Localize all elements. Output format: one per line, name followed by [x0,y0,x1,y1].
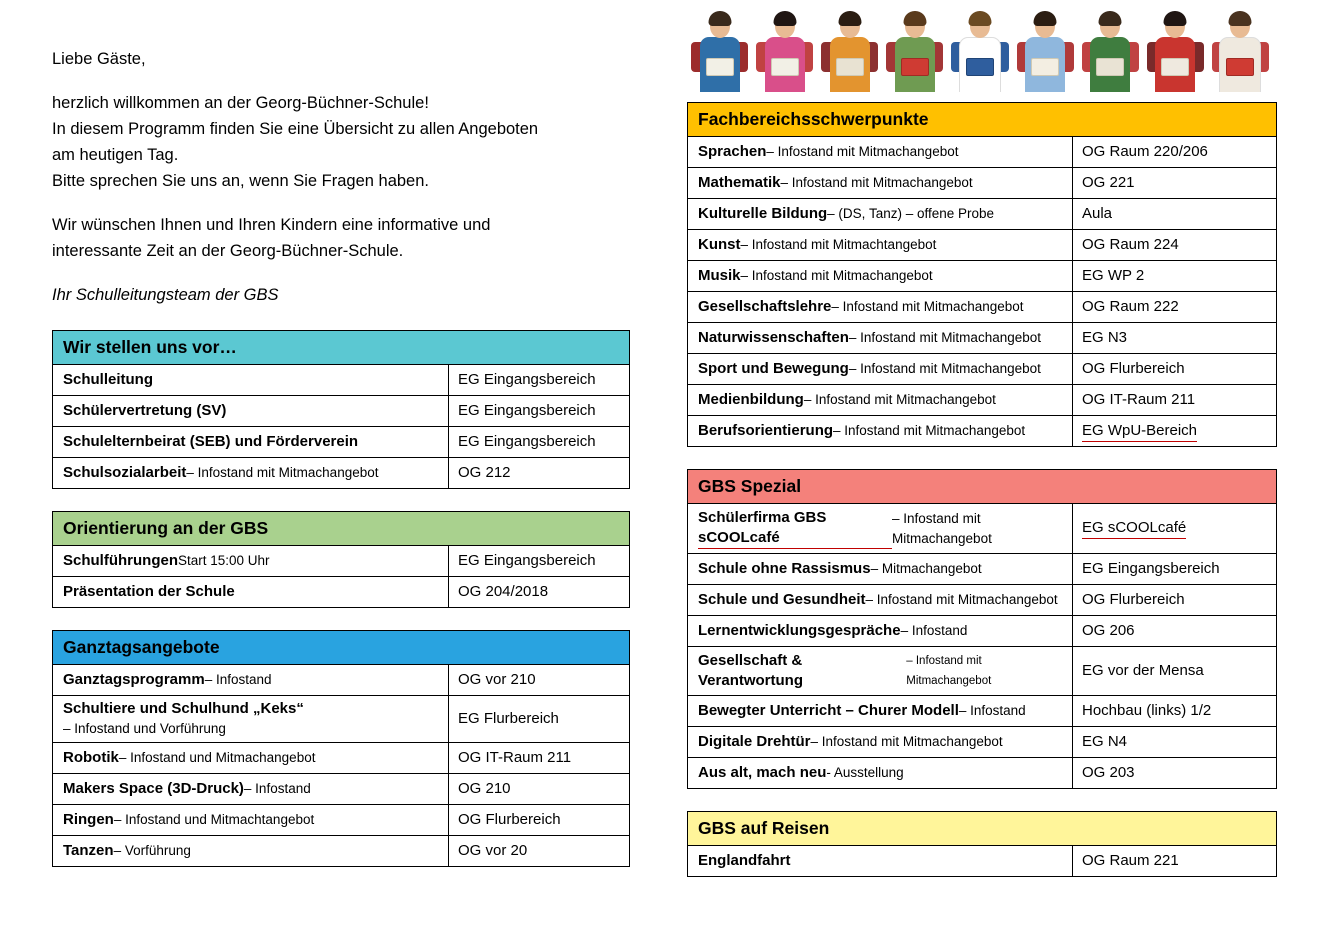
row-label-rest: – Infostand mit Mitmachangebot [892,510,992,546]
row-label [688,758,1073,788]
row-label [53,458,449,488]
row-label [688,323,1073,353]
table-row [688,323,1276,354]
student-photo [1143,8,1208,92]
row-label [688,616,1073,646]
student-photo [817,8,882,92]
row-label-bold: Schulleitung [63,371,153,388]
row-label-rest: – Infostand mit Mitmachangebot [848,361,1041,376]
row-label-bold: Lernentwicklungsgespräche [698,622,901,639]
table-row [688,727,1276,758]
row-room: EG N3 [1082,329,1128,346]
table-header-reisen: GBS auf Reisen [688,812,1276,846]
row-label [688,292,1073,322]
row-room: OG Flurbereich [1082,591,1185,608]
row-label [53,805,449,835]
table-row [53,427,629,458]
table-row [53,546,629,577]
row-room: OG Raum 222 [1082,298,1179,315]
row-label-bold: Naturwissenschaften [698,329,849,346]
row-label-rest: – Infostand und Mitmachtangebot [113,812,315,827]
row-label [688,416,1073,446]
row-room: Hochbau (links) 1/2 [1082,702,1212,719]
row-label [688,261,1073,291]
row-label-rest: – Infostand [900,623,968,638]
row-label [688,846,1073,876]
row-label-bold: Makers Space (3D-Druck) [63,780,244,797]
row-label-bold: Aus alt, mach neu [698,764,827,781]
row-room: EG Eingangsbereich [458,402,596,419]
row-label-bold: Präsentation der Schule [63,583,235,600]
intro-line-4: Bitte sprechen Sie uns an, wenn Sie Fragen haben. [52,172,429,190]
row-label-rest: – Infostand mit Mitmachangebot [848,330,1041,345]
row-label-rest: – Infostand mit Mitmachangebot [865,592,1058,607]
row-room: EG Flurbereich [458,710,559,727]
row-label-bold: Tanzen [63,842,114,859]
row-label [688,385,1073,415]
row-room: EG Eingangsbereich [1082,560,1220,577]
row-label-bold: Mathematik [698,174,781,191]
row-label-rest: – Infostand mit Mitmachangebot [831,299,1024,314]
row-label [53,696,449,742]
row-room: OG vor 210 [458,671,536,688]
row-room: OG Raum 221 [1082,852,1179,869]
row-room: OG Flurbereich [458,811,561,828]
row-label [53,546,449,576]
student-photo [882,8,947,92]
row-label-rest: – Infostand mit Mitmachangebot [803,392,996,407]
table-row [53,774,629,805]
row-label-bold: Schule ohne Rassismus [698,560,871,577]
row-label-bold: Gesellschaft & Verantwortung [698,652,804,689]
row-room: OG Flurbereich [1082,360,1185,377]
table-row [688,554,1276,585]
row-label-rest: – (DS, Tanz) – offene Probe [827,206,995,221]
row-label [53,665,449,695]
row-label [688,727,1073,757]
row-label-rest: – Infostand mit Mitmachangebot [906,655,992,687]
row-label-bold: Bewegter Unterricht – Churer Modell [698,702,959,719]
table-ganztagsangebote [52,630,630,867]
row-label [53,365,449,395]
row-label [688,354,1073,384]
row-room: Aula [1082,205,1113,222]
row-room: OG Raum 220/206 [1082,143,1208,160]
table-row [688,261,1276,292]
intro-signature: Ihr Schulleitungsteam der GBS [52,286,279,304]
table-row [688,385,1276,416]
row-label [53,743,449,773]
row-label [688,199,1073,229]
row-label-rest: – Infostand mit Mitmachangebot [186,465,379,480]
row-room: EG vor der Mensa [1082,662,1204,679]
row-label [53,577,449,607]
table-row [688,292,1276,323]
row-label-bold: Schülerfirma GBS sCOOLcafé [698,508,892,549]
row-label-rest: – Infostand mit Mitmachangebot [810,734,1003,749]
student-photo [1208,8,1273,92]
row-label-bold: Ganztagsprogramm [63,671,205,688]
left-column [52,46,630,867]
table-row [688,647,1276,696]
intro-line-1: herzlich willkommen an der Georg-Büchner-Schule! [52,94,429,112]
table-row [688,585,1276,616]
row-label-bold: Schulsozialarbeit [63,464,187,481]
row-label-rest: – Infostand mit Mitmachtangebot [740,237,937,252]
table-row [688,230,1276,261]
row-label-rest: – Infostand mit Mitmachangebot [833,423,1026,438]
row-label-bold: Sprachen [698,143,767,160]
row-room: OG Raum 224 [1082,236,1179,253]
row-room [1073,504,1276,553]
table-gbs-auf-reisen [687,811,1277,877]
row-label-bold: Medienbildung [698,391,804,408]
row-label-bold: Berufsorientierung [698,422,834,439]
row-label [688,647,1073,695]
table-row [688,758,1276,788]
table-header-spezial: GBS Spezial [688,470,1276,504]
row-room: OG 203 [1082,764,1135,781]
row-label-rest: – Infostand mit Mitmachangebot [740,268,933,283]
table-row [53,365,629,396]
row-label-bold: Kunst [698,236,741,253]
row-room: OG 206 [1082,622,1135,639]
table-row [688,354,1276,385]
row-label [688,696,1073,726]
row-label-bold: Schule und Gesundheit [698,591,866,608]
row-room-text: EG WpU-Bereich [1082,421,1197,442]
right-column [687,8,1277,877]
table-header-orientierung: Orientierung an der GBS [53,512,629,546]
row-label-bold: Schulelternbeirat (SEB) und Förderverein [63,433,359,450]
student-photo [752,8,817,92]
row-room [1073,416,1276,446]
row-label-rest: – Mitmachangebot [870,561,982,576]
row-label [688,137,1073,167]
table-row [688,616,1276,647]
table-row [53,836,629,866]
row-room: EG Eingangsbereich [458,552,596,569]
table-gbs-spezial [687,469,1277,789]
student-photo [687,8,752,92]
row-label [688,168,1073,198]
row-label [53,836,449,866]
row-label [688,504,1073,553]
table-row [53,743,629,774]
row-label [688,230,1073,260]
row-label-rest: – Infostand [204,672,272,687]
intro-line-2: In diesem Programm finden Sie eine Übersicht zu allen Angeboten [52,120,539,138]
table-row [688,137,1276,168]
row-room: OG IT-Raum 211 [458,749,572,766]
table-header-vorstellung: Wir stellen uns vor… [53,331,629,365]
student-photo [1013,8,1078,92]
table-row [53,696,629,743]
row-label [688,554,1073,584]
table-row [688,504,1276,554]
table-row [688,696,1276,727]
row-label-bold: Schultiere und Schulhund „Keks“ [63,700,304,717]
row-room: OG 212 [458,464,511,481]
table-row [688,199,1276,230]
table-orientierung [52,511,630,608]
table-header-ganztag: Ganztagsangebote [53,631,629,665]
row-label-bold: Englandfahrt [698,852,791,869]
row-label-rest: – Infostand mit Mitmachangebot [780,175,973,190]
table-row [688,846,1276,876]
intro-line-6: interessante Zeit an der Georg-Büchner-Schule. [52,242,404,260]
intro-line-5: Wir wünschen Ihnen und Ihren Kindern eine informative und [52,216,491,234]
row-label-bold: Schulführungen [63,552,178,569]
table-wir-stellen-uns-vor [52,330,630,489]
student-photo [947,8,1012,92]
students-photo-strip [687,8,1273,92]
row-room: OG 221 [1082,174,1135,191]
row-label [53,396,449,426]
row-room: EG Eingangsbereich [458,433,596,450]
table-row [53,396,629,427]
row-label-rest: - Ausstellung [826,765,904,780]
intro-line-3: am heutigen Tag. [52,146,179,164]
row-label [53,427,449,457]
table-row [688,168,1276,199]
row-room: EG Eingangsbereich [458,371,596,388]
table-header-fachbereiche: Fachbereichsschwerpunkte [688,103,1276,137]
intro-salutation: Liebe Gäste, [52,50,146,68]
row-label-bold: Digitale Drehtür [698,733,811,750]
table-row [53,805,629,836]
row-room: OG 204/2018 [458,583,549,600]
row-label-rest: – Infostand [243,781,311,796]
row-label-rest: – Vorführung [113,843,191,858]
row-room: OG vor 20 [458,842,528,859]
student-photo [1078,8,1143,92]
table-fachbereichsschwerpunkte [687,102,1277,447]
table-row [53,665,629,696]
row-room: EG WP 2 [1082,267,1145,284]
row-room-text: EG sCOOLcafé [1082,518,1186,539]
row-label-bold: Gesellschaftslehre [698,298,832,315]
table-row [53,458,629,488]
row-label-bold: Musik [698,267,741,284]
table-row [688,416,1276,446]
row-label-rest: Start 15:00 Uhr [178,553,270,568]
row-label-bold: Robotik [63,749,119,766]
row-room: EG N4 [1082,733,1128,750]
row-room: OG 210 [458,780,511,797]
row-label-bold: Schülervertretung (SV) [63,402,227,419]
table-row [53,577,629,607]
row-label-rest: – Infostand mit Mitmachangebot [766,144,959,159]
row-label [53,774,449,804]
row-label-rest: – Infostand [958,703,1026,718]
row-label-bold: Sport und Bewegung [698,360,849,377]
row-label-bold: Ringen [63,811,114,828]
row-label-rest: – Infostand und Vorführung [63,721,226,736]
row-label [688,585,1073,615]
intro-text [52,46,630,308]
row-label-rest: – Infostand und Mitmachangebot [118,750,316,765]
row-label-bold: Kulturelle Bildung [698,205,828,222]
row-room: OG IT-Raum 211 [1082,391,1196,408]
